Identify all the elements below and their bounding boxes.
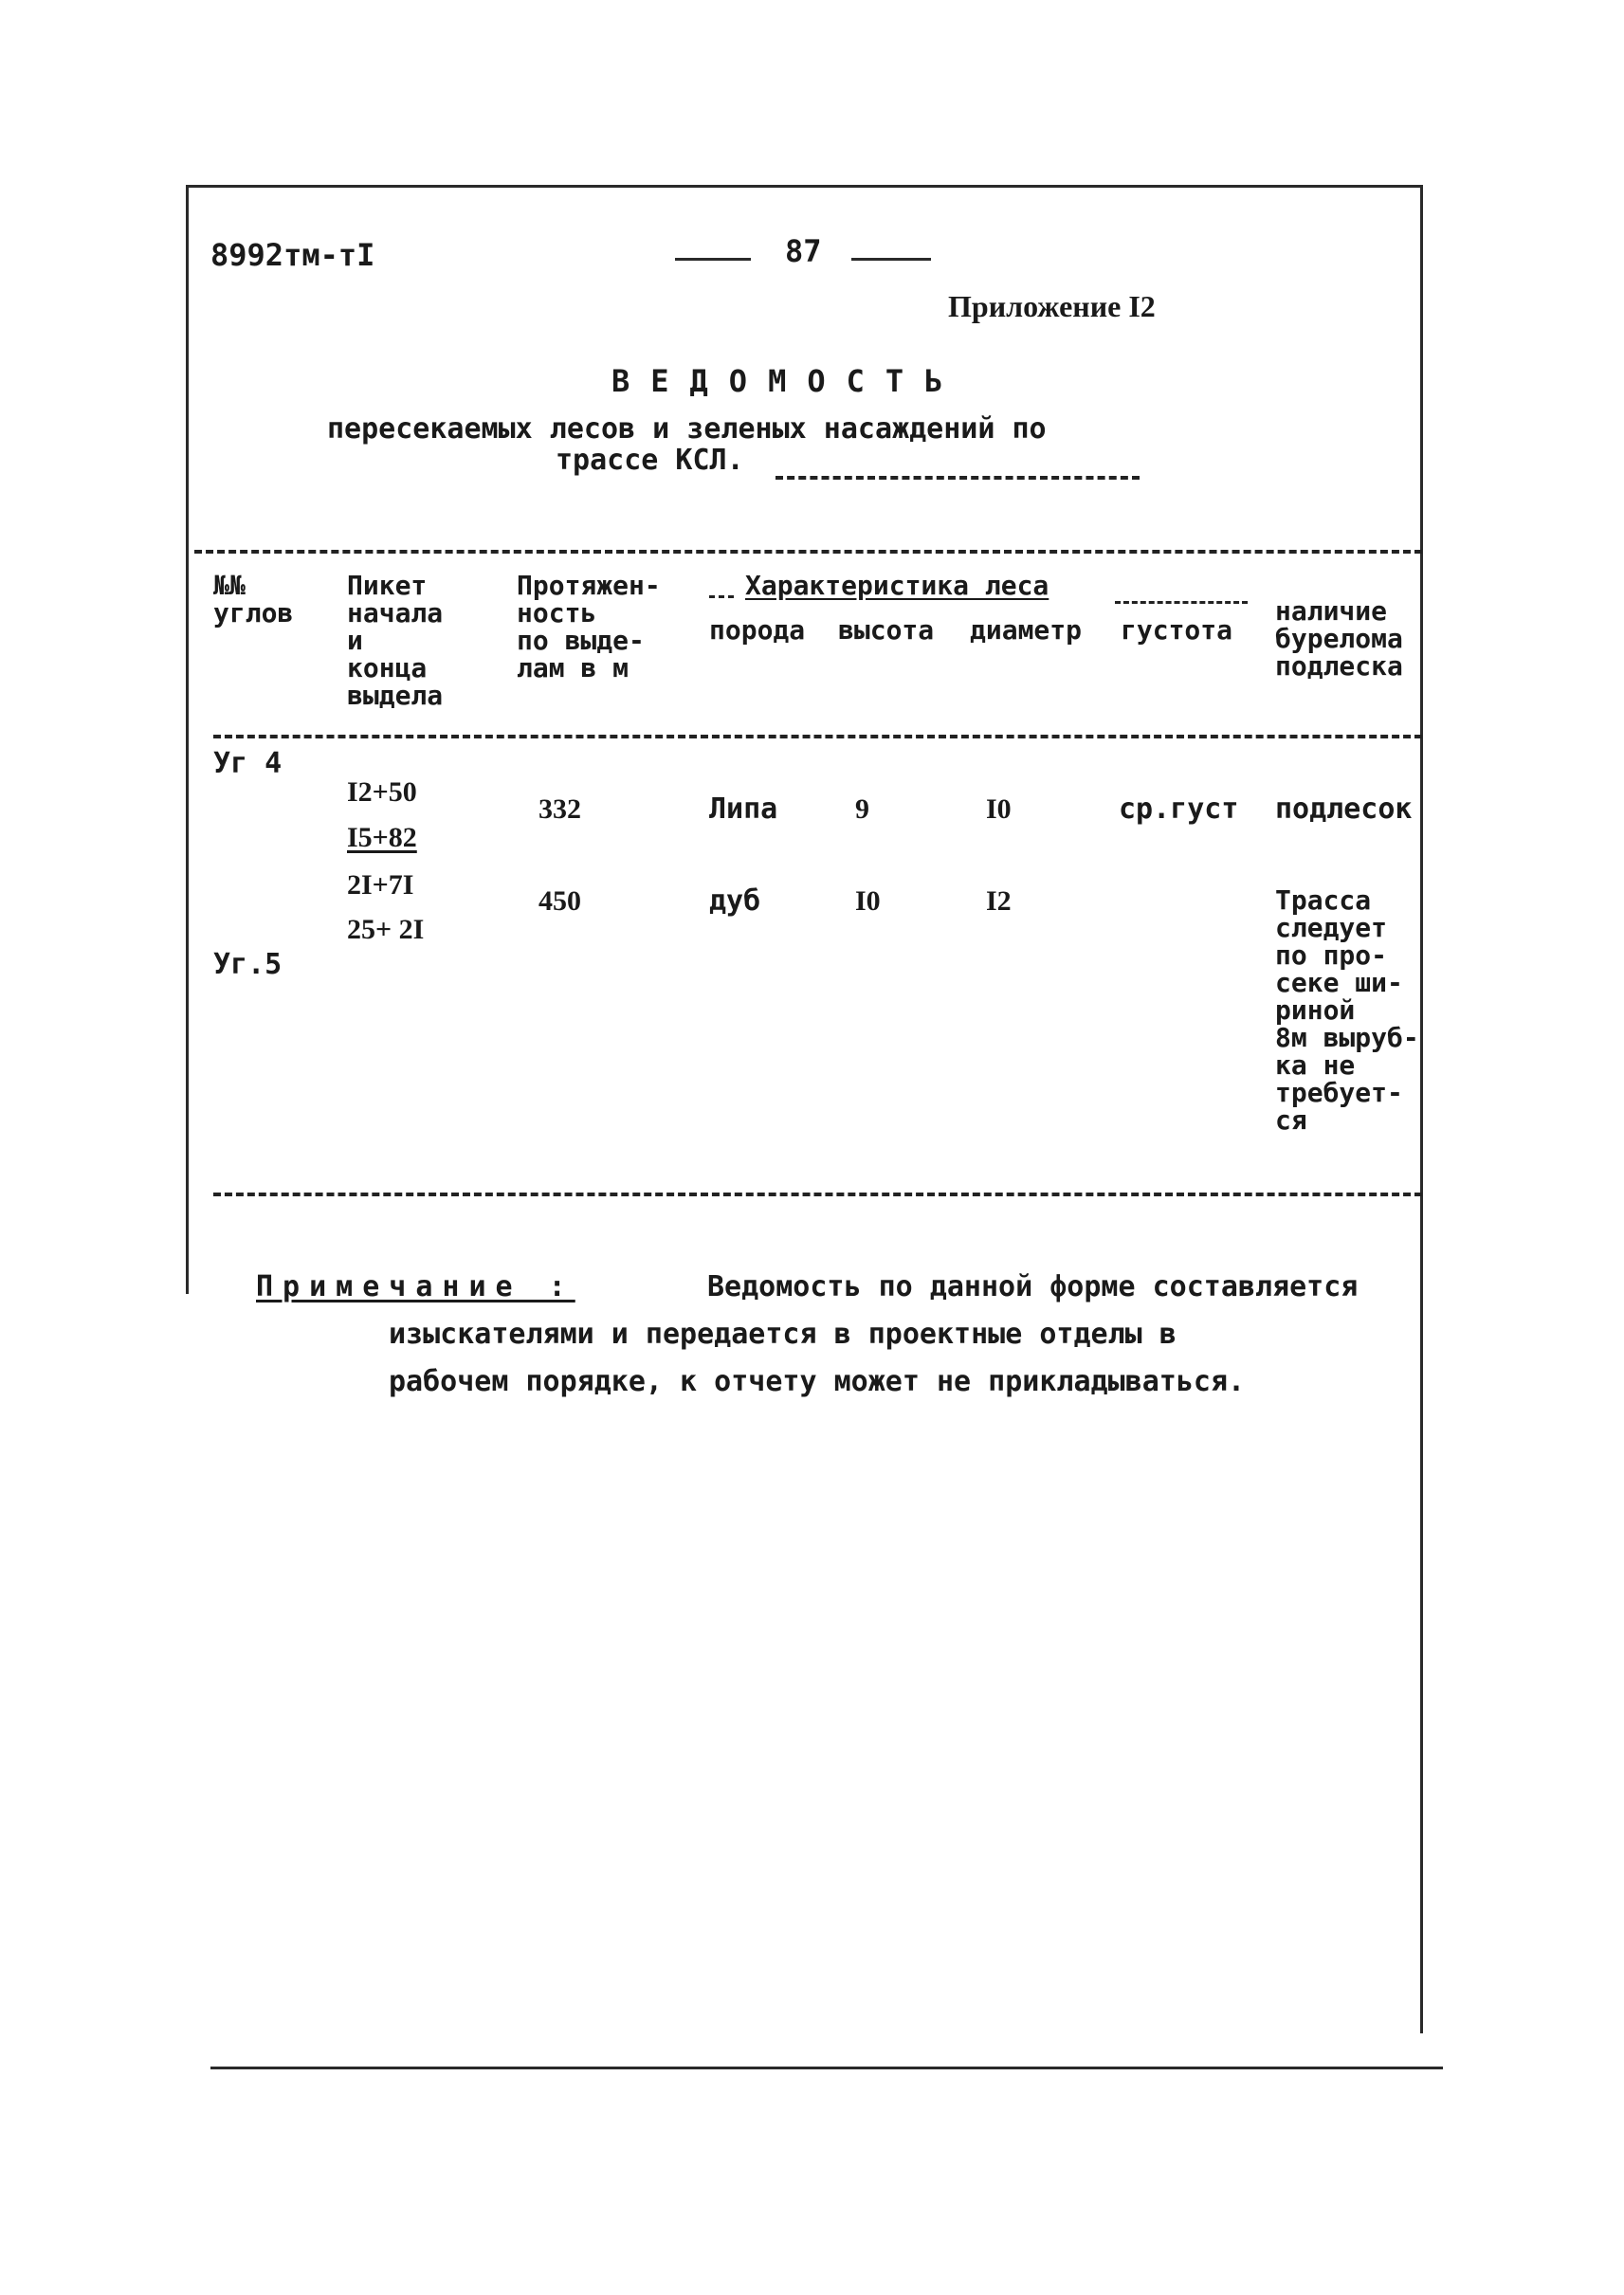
row2-diameter: I2 [986, 885, 1012, 917]
frame-top-line [186, 185, 1422, 188]
note-line2: изыскателями и передается в проектные отделы в [389, 1318, 1177, 1351]
document-code: 8992тм-тI [210, 237, 375, 273]
column-header-forest-characteristics: Характеристика леса [745, 570, 1049, 601]
column-header-diameter: диаметр [970, 614, 1083, 646]
note-line1: Ведомость по данной форме составляется [707, 1270, 1359, 1303]
row2-height: I0 [855, 885, 881, 917]
forest-group-dash-left [709, 595, 734, 598]
column-header-species: порода [709, 614, 806, 646]
row1-picket-start: I2+50 [347, 776, 417, 808]
frame-bottom-line [210, 2067, 1443, 2069]
row2-notes: Трасса следует по про- секе ши- риной 8м выруб- ка не требует- ся [1275, 884, 1419, 1136]
column-header-picket: Пикет начала и конца выдела [347, 570, 444, 711]
page-number-dash-left [675, 258, 751, 261]
row1-diameter: I0 [986, 793, 1012, 825]
document-title: ВЕДОМОСТЬ [611, 363, 964, 399]
column-header-notes: наличие бурелома подлеска [1275, 595, 1403, 682]
row2-length: 450 [538, 885, 581, 917]
row1-height: 9 [855, 793, 869, 825]
row1-picket-end: I5+82 [347, 822, 417, 853]
note-line3: рабочем порядке, к отчету может не прикладываться. [389, 1365, 1246, 1398]
frame-right-line [1420, 185, 1423, 2033]
frame-left-line [186, 185, 189, 1294]
row2-angle: Уг.5 [213, 948, 283, 981]
column-header-height: высота [838, 614, 935, 646]
row1-species: Липа [709, 792, 778, 826]
document-subtitle-line1: пересекаемых лесов и зеленых насаждений по [327, 412, 1047, 446]
table-top-rule [194, 550, 1422, 554]
column-header-density: густота [1121, 614, 1233, 646]
row2-picket-end: 25+ 2I [347, 914, 425, 945]
row1-length: 332 [538, 793, 581, 825]
row2-species: дуб [709, 884, 761, 918]
row1-angle: Уг 4 [213, 747, 283, 780]
subtitle-fill-dashes [776, 476, 1140, 480]
appendix-label: Приложение I2 [948, 289, 1156, 323]
column-header-length: Протяжен- ность по выде- лам в м [517, 570, 661, 683]
row2-picket-start: 2I+7I [347, 869, 414, 901]
table-bottom-rule [213, 1193, 1422, 1196]
document-subtitle-line2: трассе КСЛ. [556, 444, 744, 477]
note-label: Примечание : [256, 1270, 575, 1303]
column-header-angles: №№ углов [213, 570, 294, 628]
table-header-rule [213, 735, 1422, 738]
page-number: 87 [785, 233, 822, 269]
page-number-dash-right [851, 258, 931, 261]
row1-notes: подлесок [1275, 792, 1413, 826]
forest-group-dash-right [1115, 601, 1248, 604]
row1-density: ср.густ [1119, 792, 1239, 826]
